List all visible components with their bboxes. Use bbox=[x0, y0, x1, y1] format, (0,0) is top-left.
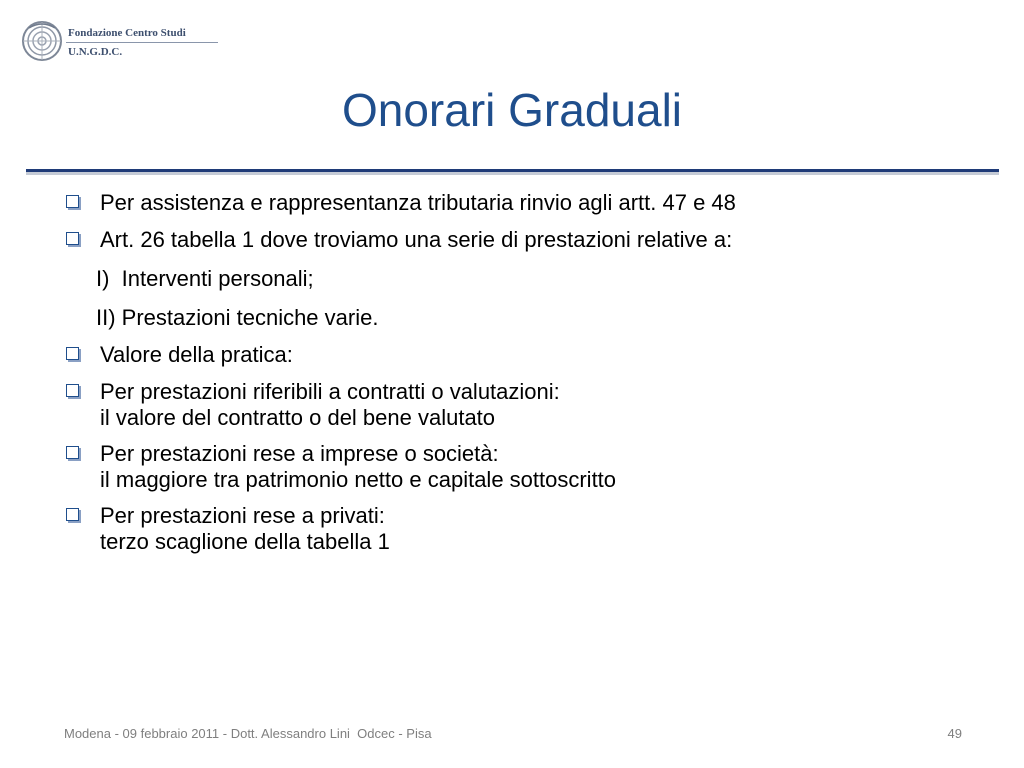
footer-text: Modena - 09 febbraio 2011 - Dott. Alessandro Lini Odcec - Pisa bbox=[64, 726, 432, 741]
title-rule-shadow bbox=[26, 172, 999, 175]
bullet-text: Per assistenza e rappresentanza tributaria rinvio agli artt. 47 e 48 bbox=[100, 190, 736, 215]
bullet-text: Valore della pratica: bbox=[100, 342, 293, 367]
hollow-square-bullet-icon bbox=[66, 446, 79, 459]
bullet-text: Per prestazioni rese a imprese o società: bbox=[100, 441, 499, 466]
bullet-text: Per prestazioni rese a privati: bbox=[100, 503, 385, 528]
logo-divider bbox=[66, 42, 218, 43]
bullet-continuation: il maggiore tra patrimonio netto e capitale sottoscritto bbox=[100, 467, 617, 492]
slide-title: Onorari Graduali bbox=[341, 84, 683, 136]
foundation-logo bbox=[20, 16, 220, 66]
foundation-emblem-icon bbox=[20, 16, 66, 66]
hollow-square-bullet-icon bbox=[66, 508, 79, 521]
hollow-square-bullet-icon bbox=[66, 232, 79, 245]
hollow-square-bullet-icon bbox=[66, 195, 79, 208]
logo-name: Fondazione Centro Studi bbox=[68, 27, 186, 39]
bullet-item bbox=[62, 184, 1002, 221]
bullet-item bbox=[62, 373, 1002, 432]
hollow-square-bullet-icon bbox=[66, 347, 79, 360]
bullet-text: Per prestazioni riferibili a contratti o valutazioni: bbox=[100, 379, 560, 404]
logo-subtitle: U.N.G.D.C. bbox=[68, 46, 123, 58]
title-rule bbox=[26, 169, 999, 172]
bullet-item bbox=[62, 221, 1002, 258]
slide-content bbox=[62, 184, 1002, 559]
bullet-item bbox=[62, 435, 1002, 494]
bullet-continuation: terzo scaglione della tabella 1 bbox=[100, 529, 390, 554]
bullet-item bbox=[62, 497, 1002, 556]
sub-item: II) Prestazioni tecniche varie. bbox=[96, 305, 379, 330]
bullet-item bbox=[62, 336, 1002, 373]
bullet-continuation: il valore del contratto o del bene valutato bbox=[100, 405, 496, 430]
hollow-square-bullet-icon bbox=[66, 384, 79, 397]
bullet-text: Art. 26 tabella 1 dove troviamo una serie di prestazioni relative a: bbox=[100, 227, 733, 252]
sub-item: I) Interventi personali; bbox=[96, 266, 314, 291]
page-number: 49 bbox=[947, 726, 962, 741]
